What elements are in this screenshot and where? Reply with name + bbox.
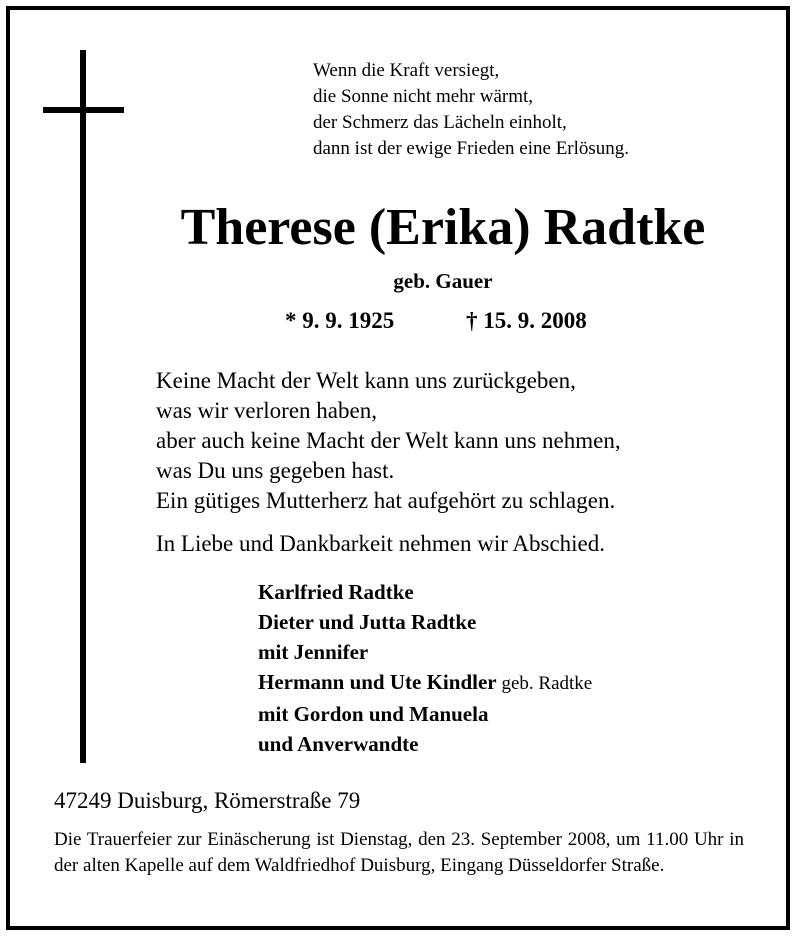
mourner bbox=[258, 607, 592, 637]
death-date: † 15. 9. 2008 bbox=[466, 308, 587, 333]
motto-line: der Schmerz das Lächeln einholt, bbox=[313, 112, 567, 133]
mourner bbox=[258, 637, 592, 667]
verse-line: was Du uns gegeben hast. bbox=[156, 458, 395, 483]
mourners-list bbox=[258, 577, 592, 759]
mourner-name: Dieter und Jutta Radtke bbox=[258, 610, 477, 634]
mourner bbox=[258, 667, 592, 699]
mourner-name: Karlfried Radtke bbox=[258, 580, 414, 604]
mourner-name: Hermann und Ute Kindler bbox=[258, 670, 497, 694]
verse-line: Keine Macht der Welt kann uns zurückgeben, bbox=[156, 368, 576, 393]
mourner bbox=[258, 577, 592, 607]
motto-line: die Sonne nicht mehr wärmt, bbox=[313, 86, 534, 107]
motto-line: dann ist der ewige Frieden eine Erlösung. bbox=[313, 138, 630, 159]
verse-line: aber auch keine Macht der Welt kann uns nehmen, bbox=[156, 428, 621, 453]
verse bbox=[156, 366, 621, 516]
farewell-line: In Liebe und Dankbarkeit nehmen wir Abschied. bbox=[156, 531, 606, 556]
deceased-name: Therese (Erika) Radtke bbox=[180, 199, 706, 256]
mourner-name: und Anverwandte bbox=[258, 732, 419, 756]
mourner bbox=[258, 729, 592, 759]
service-notice: Die Trauerfeier zur Einäscherung ist Dienstag, den 23. September 2008, um 11.00 Uhr in der alten Kapelle auf dem Waldfriedhof Duisburg, Eingang Düsseldorfer Straße. bbox=[54, 829, 744, 876]
cross-icon-bar bbox=[43, 107, 124, 113]
motto-poem bbox=[313, 58, 629, 162]
motto-line: Wenn die Kraft versiegt, bbox=[313, 60, 500, 81]
verse-line: was wir verloren haben, bbox=[156, 398, 377, 423]
mourner-note: geb. Radtke bbox=[501, 673, 593, 694]
mourner-name: mit Gordon und Manuela bbox=[258, 702, 489, 726]
mourner-name: mit Jennifer bbox=[258, 640, 369, 664]
verse-line: Ein gütiges Mutterherz hat aufgehört zu schlagen. bbox=[156, 488, 616, 513]
cross-icon bbox=[80, 50, 86, 763]
birth-name: geb. Gauer bbox=[393, 269, 493, 293]
address: 47249 Duisburg, Römerstraße 79 bbox=[54, 788, 361, 813]
birth-date: * 9. 9. 1925 bbox=[285, 308, 395, 333]
mourner bbox=[258, 699, 592, 729]
